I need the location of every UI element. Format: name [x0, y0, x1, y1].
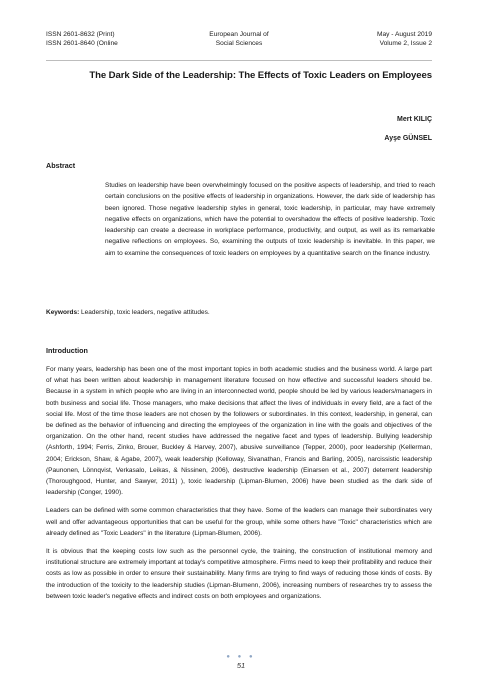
footer-ornament-icon: ● ● ● — [226, 654, 256, 660]
abstract-text: Studies on leadership have been overwhelmingly focused on the positive aspects of leadership, and tried to reach certain conclusions on the positive effects of leadership in organizations. However, the dark side of leadership has been ignored. Those negative leadership styles in general, toxic leadership, in particular, may have extremely negative effects on organizations, which have the potential to overshadow the effects of positive leadership. Toxic leadership can create a decrease in workplace performance, productivity, and output, as well as its remarkable negative reflections on employees. So, examining the outputs of toxic leadership is inevitable. In this paper, we aim to examine the consequences of toxic leaders on employees by a quantitative search on the finance industry. — [105, 182, 435, 257]
issue-date: May - August 2019 — [377, 31, 432, 38]
page-header — [46, 30, 432, 60]
paragraph: For many years, leadership has been one of the most important topics in both academic studies and the business world. A large part of what has been written about leadership in management literature focused on how effective and successful leaders should be. Because in a system in which people who are living in an interconnected world, people should be led by various leaders/managers in both business and social life. Those managers, who make decisions that affect the lives of individuals in every field, are a fact of the social life. Most of the time those leaders are not chosen by the followers or subordinates. In this context, leadership, in general, can be defined as the behavior of influencing and directing the employees of the organization in line with the goals and objectives of the organization. On the other hand, recent studies have addressed the negative facet and types of leadership. Bullying leadership (Ashforth, 1994; Ferris, Zinko, Brouer, Buckley & Harvey, 2007), abusive surveillance (Tepper, 2000), poor leadership (Kellerman, 2004; Erickson, Shaw, & Agabe, 2007), weak leadership (Kelloway, Sivanathan, Francis and Barling, 2005), narcissistic leadership (Paunonen, Lönnqvist, Verkasalo, Leikas, & Nissinen, 2006), destructive leadership (Einarsen et al., 2007) deterrent leadership (Thoroughgood, Hunter, and Sawyer, 2011) ), toxic leadership (Lipman-Blumen, 2006) have been studied as the dark side of leadership (Conger, 1990). — [46, 366, 432, 497]
journal-name-line1: European Journal of — [209, 31, 269, 38]
paper-title: The Dark Side of the Leadership: The Effects of Toxic Leaders on Employees — [89, 70, 432, 81]
issue-volume: Volume 2, Issue 2 — [379, 40, 432, 47]
introduction-body — [46, 364, 432, 609]
issue-block — [377, 30, 432, 48]
paragraph: It is obvious that the keeping costs low such as the personnel cycle, the training, the construction of institutional memory and institutional structure are extremely important at today's competitive atmosphere. Firms need to keep their profitability and reduce their costs as low as possible in order to ensure their sustainability. Many firms are trying to find ways of reducing those kinds of costs. By the introduction of the toxicity to the leadership studies (Lipman-Blumenn, 2006), increasing numbers of researches try to assess the between toxic leader's negative effects and indirect costs on both employees and organizations. — [46, 548, 432, 600]
keywords-line — [46, 308, 432, 318]
abstract-heading: Abstract — [46, 161, 76, 170]
page-number: 51 — [236, 661, 246, 670]
author-name: Ayşe GÜNSEL — [384, 135, 432, 142]
issn-print: ISSN 2601-8632 (Print) — [46, 31, 115, 38]
keywords-label: Keywords: — [46, 309, 80, 316]
paragraph: Leaders can be defined with some common characteristics that they have. Some of the leaders can manage their subordinates very well and offer advantageous opportunities that can be useful for the group, while some others have "Toxic" characteristics which are already defined as "Toxic Leaders" in the literature (Lipman-Blumen, 2006). — [46, 507, 432, 537]
issn-online: ISSN 2601-8640 (Online — [46, 40, 118, 47]
author-name: Mert KILIÇ — [397, 116, 432, 123]
introduction-heading: Introduction — [46, 346, 88, 355]
keywords-text: Leadership, toxic leaders, negative attitudes. — [81, 309, 210, 316]
journal-name-block — [46, 30, 432, 48]
journal-name-line2: Social Sciences — [215, 40, 263, 47]
header-divider — [46, 60, 432, 61]
author-list — [384, 110, 432, 148]
